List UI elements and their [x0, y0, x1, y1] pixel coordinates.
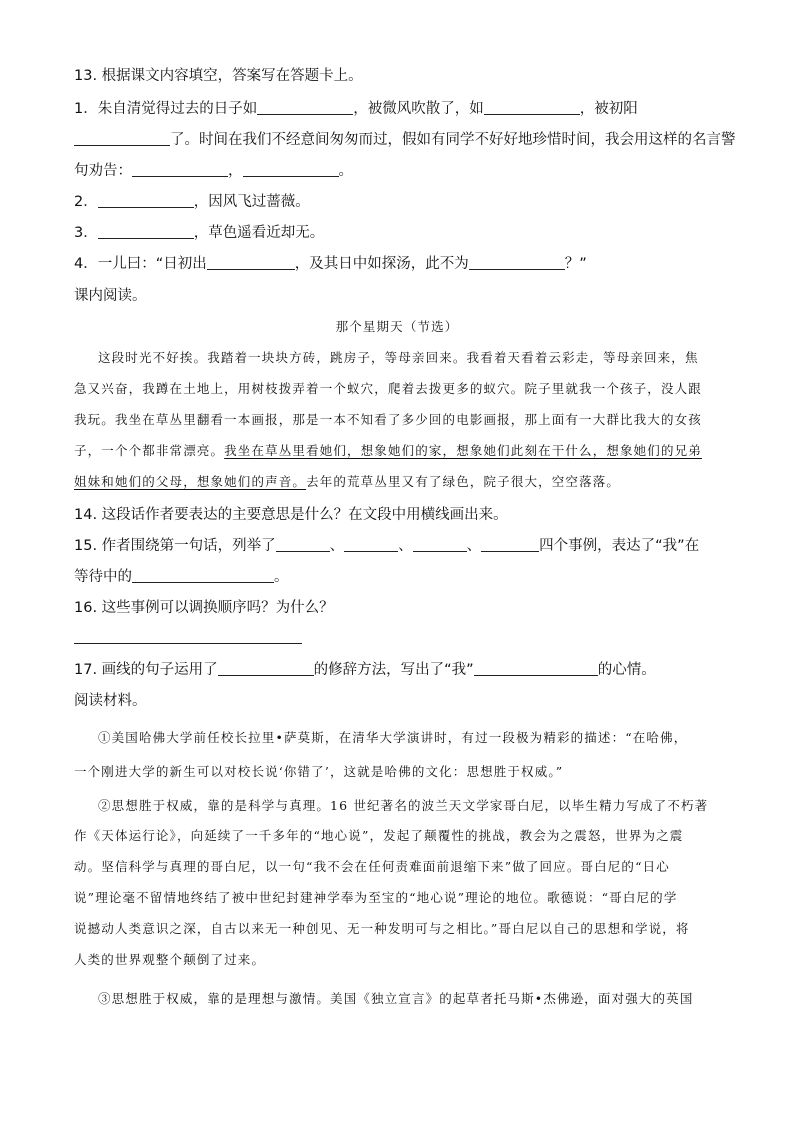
q13-item4: 4．一儿曰：“日初出 ，及其日中如探汤，此不为 ？” [74, 256, 587, 272]
q13-item3: 3． ，草色遥看近却无。 [74, 225, 325, 241]
q16: 16. 这些事例可以调换顺序吗？为什么？ [74, 600, 334, 616]
answer-blank[interactable] [98, 224, 194, 239]
passage-title: 那个星期天（节选） [335, 319, 459, 334]
material-line: 人类的世界观整个颠倒了过来。 [74, 952, 266, 967]
answer-blank[interactable] [243, 162, 339, 177]
q13-heading: 13. 根据课文内容填空，答案写在答题卡上。 [74, 68, 363, 84]
q16-answer-line [74, 628, 302, 648]
answer-blank[interactable] [257, 100, 353, 115]
answer-blank[interactable] [74, 131, 170, 146]
answer-blank[interactable] [74, 629, 302, 644]
material-line: ②思想胜于权威，靠的是科学与真理。16 世纪著名的波兰天文学家哥白尼，以毕生精力写成了不朽著 [98, 798, 709, 813]
answer-blank[interactable] [484, 100, 580, 115]
answer-blank[interactable] [132, 568, 274, 583]
underlined-sentence: 我坐在草丛里看她们，想象她们的家，想象她们此刻在干什么，想象她们的兄弟 [224, 443, 702, 458]
answer-blank[interactable] [218, 661, 314, 676]
answer-blank[interactable] [344, 537, 398, 552]
answer-blank[interactable] [474, 661, 598, 676]
passage-line: 这段时光不好挨。我踏着一块块方砖，跳房子，等母亲回来。我看着天看着云彩走，等母亲回来，焦 [98, 350, 699, 365]
passage-line: 子，一个个都非常漂亮。我坐在草丛里看她们，想象她们的家，想象她们此刻在干什么，想象她们的兄弟 [74, 443, 702, 458]
q17: 17. 画线的句子运用了 的修辞方法，写出了“我” 的心情。 [74, 662, 656, 678]
answer-blank[interactable] [98, 193, 194, 208]
answer-blank[interactable] [207, 255, 295, 270]
q15-line2: 等待中的 。 [74, 569, 289, 585]
answer-blank[interactable] [413, 537, 467, 552]
passage-line: 我玩。我坐在草丛里翻看一本画报，那是一本不知看了多少回的电影画报，那上面有一大群比我大的女孩 [74, 412, 702, 427]
material-line: ①美国哈佛大学前任校长拉里•萨莫斯，在清华大学演讲时，有过一段极为精彩的描述：“在哈佛， [98, 730, 688, 745]
answer-blank[interactable] [481, 537, 539, 552]
answer-blank[interactable] [132, 162, 228, 177]
material-line: 作《天体运行论》，向延续了一千多年的“地心说”，发起了颠覆性的挑战，教会为之震怒，世界为之震 [74, 828, 684, 843]
material-line: 说撼动人类意识之深，自古以来无一种创见、无一种发明可与之相比。”哥白尼以自己的思想和学说，将 [74, 921, 690, 936]
underlined-sentence: 姐妹和她们的父母，想象她们的声音。 [74, 474, 307, 489]
reading2-label: 阅读材料。 [74, 693, 147, 709]
material-line: 说”理论毫不留情地终结了被中世纪封建神学奉为至宝的“地心说”理论的地位。歌德说：“哥白尼的学 [74, 890, 678, 905]
material-line: ③思想胜于权威，靠的是理想与激情。美国《独立宣言》的起草者托马斯•杰佛逊，面对强大的英国 [98, 991, 694, 1006]
q14: 14. 这段话作者要表达的主要意思是什么？在文段中用横线画出来。 [74, 507, 508, 523]
answer-blank[interactable] [276, 537, 330, 552]
material-line: 一个刚进大学的新生可以对校长说‘你错了’，这就是哈佛的文化：思想胜于权威。” [74, 764, 564, 779]
q13-item1-line3: 句劝告： ， 。 [74, 163, 353, 179]
passage-line: 急又兴奋，我蹲在土地上，用树枝拨弄着一个蚁穴，爬着去拨更多的蚁穴。院子里就我一个孩子，没人跟 [74, 381, 702, 396]
q13-item1-line1: 1．朱自清觉得过去的日子如 ，被微风吹散了，如 ，被初阳 [74, 101, 638, 117]
q13-item1-line2: 了。时间在我们不经意间匆匆而过，假如有同学不好好地珍惜时间，我会用这样的名言警 [74, 130, 736, 150]
q13-item2: 2． ，因风飞过蔷薇。 [74, 194, 310, 210]
answer-blank[interactable] [469, 255, 565, 270]
reading1-label: 课内阅读。 [74, 288, 147, 304]
passage-line: 姐妹和她们的父母，想象她们的声音。去年的荒草丛里又有了绿色，院子很大，空空落落。 [74, 474, 621, 489]
material-line: 动。坚信科学与真理的哥白尼，以一句“我不会在任何责难面前退缩下来”做了回应。哥白尼的“日心 [74, 859, 670, 874]
q15-line1: 15. 作者围绕第一句话，列举了 、 、 、 四个事例，表达了“我”在 [74, 538, 700, 554]
